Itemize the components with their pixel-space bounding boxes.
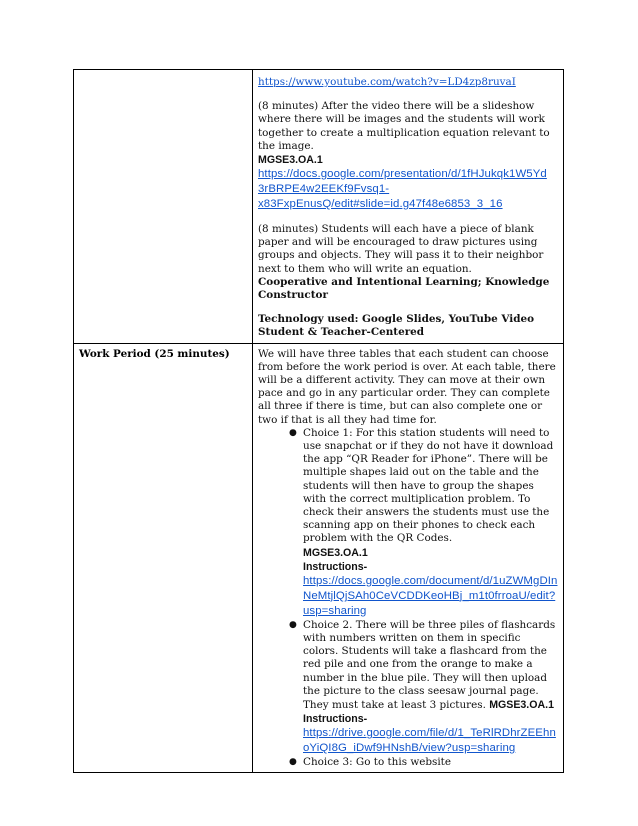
technology-label: Technology used: Google Slides, YouTube Video — [258, 313, 535, 326]
slideshow-paragraph: (8 minutes) After the video there will be a slideshow where there will be images and the students will work together to create a multiplication equation relevant to the image. — [258, 100, 550, 152]
slides-link-line[interactable]: https://docs.google.com/presentation/d/1fHJukqk1W5Yd — [258, 168, 547, 181]
choice-2-link-line[interactable]: oYiQI8G_iDwf9HNshB/view?usp=sharing — [303, 742, 516, 755]
choice-2-link[interactable] — [303, 726, 558, 756]
choice-1-instructions: Instructions- — [303, 560, 368, 573]
choice-3-text: Choice 3: Go to this website — [303, 756, 452, 769]
row1-label-cell — [74, 70, 253, 344]
choice-2-instructions: Instructions- — [303, 713, 368, 726]
youtube-link[interactable]: https://www.youtube.com/watch?v=LD4zp8ruvaI — [258, 76, 516, 88]
choice-1-link[interactable] — [303, 574, 558, 619]
centered-label: Student & Teacher-Centered — [258, 326, 425, 339]
drawing-paragraph: (8 minutes) Students will each have a piece of blank paper and will be encouraged to draw pictures using groups and objects. They will pass it to their neighbor next to them who will write an equation. — [258, 223, 544, 275]
bullet-icon: ● — [289, 619, 297, 630]
choice-1-link-line[interactable]: usp=sharing — [303, 604, 367, 617]
table-row — [74, 343, 564, 773]
row1-content-cell — [253, 70, 564, 344]
choice-1-link-line[interactable]: NeMtjlQjSAh0CeVCDDKeoHBj_m1t0frroaU/edit? — [303, 589, 556, 602]
choice-2-link-line[interactable]: https://drive.google.com/file/d/1_TeRlRDhrZEEhn — [303, 727, 556, 740]
standard-label: MGSE3.OA.1 — [258, 154, 323, 167]
table-row — [74, 70, 564, 344]
choice-1-item — [291, 427, 558, 619]
learning-label: Cooperative and Intentional Learning; Knowledge Constructor — [258, 275, 550, 302]
row2-content-cell — [253, 343, 564, 773]
choice-2-text: Choice 2. There will be three piles of flashcards with numbers written on them in specific colors. Students will take a flashcard from the red pile and one from the orange to make a number in the blue pile. They will then upload the picture to the class seesaw journal page. They must take at least 3 pictures. — [303, 618, 556, 711]
work-period-label: Work Period (25 minutes) — [74, 343, 253, 773]
choice-1-text: Choice 1: For this station students will need to use snapchat or if they do not have it download the app “QR Reader for iPhone”. There will be multiple shapes laid out on the table and the students will then have to group the shapes with the correct multiplication problem. To check their answers the students must use the scanning app on their phones to check each problem with the QR Codes. — [303, 426, 554, 545]
slides-link[interactable] — [258, 167, 558, 212]
slides-link-line[interactable]: 3rBRPE4w2EEKf9Fvsq1- — [258, 183, 390, 196]
bullet-icon: ● — [289, 757, 297, 768]
choice-2-item — [291, 619, 558, 756]
work-period-intro: We will have three tables that each student can choose from before the work period is over. At each table, there will be a different activity. They can move at their own pace and go in any particular order. They can complete all three if there is time, but can also complete one or two if that is all they had time for. — [258, 347, 556, 426]
slides-link-line[interactable]: x83FxpEnusQ/edit#slide=id.g47f48e6853_3_16 — [258, 198, 503, 211]
lesson-plan-table — [73, 69, 564, 773]
bullet-icon: ● — [289, 427, 297, 438]
choice-2-standard: MGSE3.OA.1 — [489, 698, 554, 711]
choice-3-item — [291, 756, 558, 769]
choice-1-standard: MGSE3.OA.1 — [303, 546, 368, 559]
choices-list — [258, 427, 558, 769]
choice-1-link-line[interactable]: https://docs.google.com/document/d/1uZWMgDIn — [303, 574, 558, 587]
